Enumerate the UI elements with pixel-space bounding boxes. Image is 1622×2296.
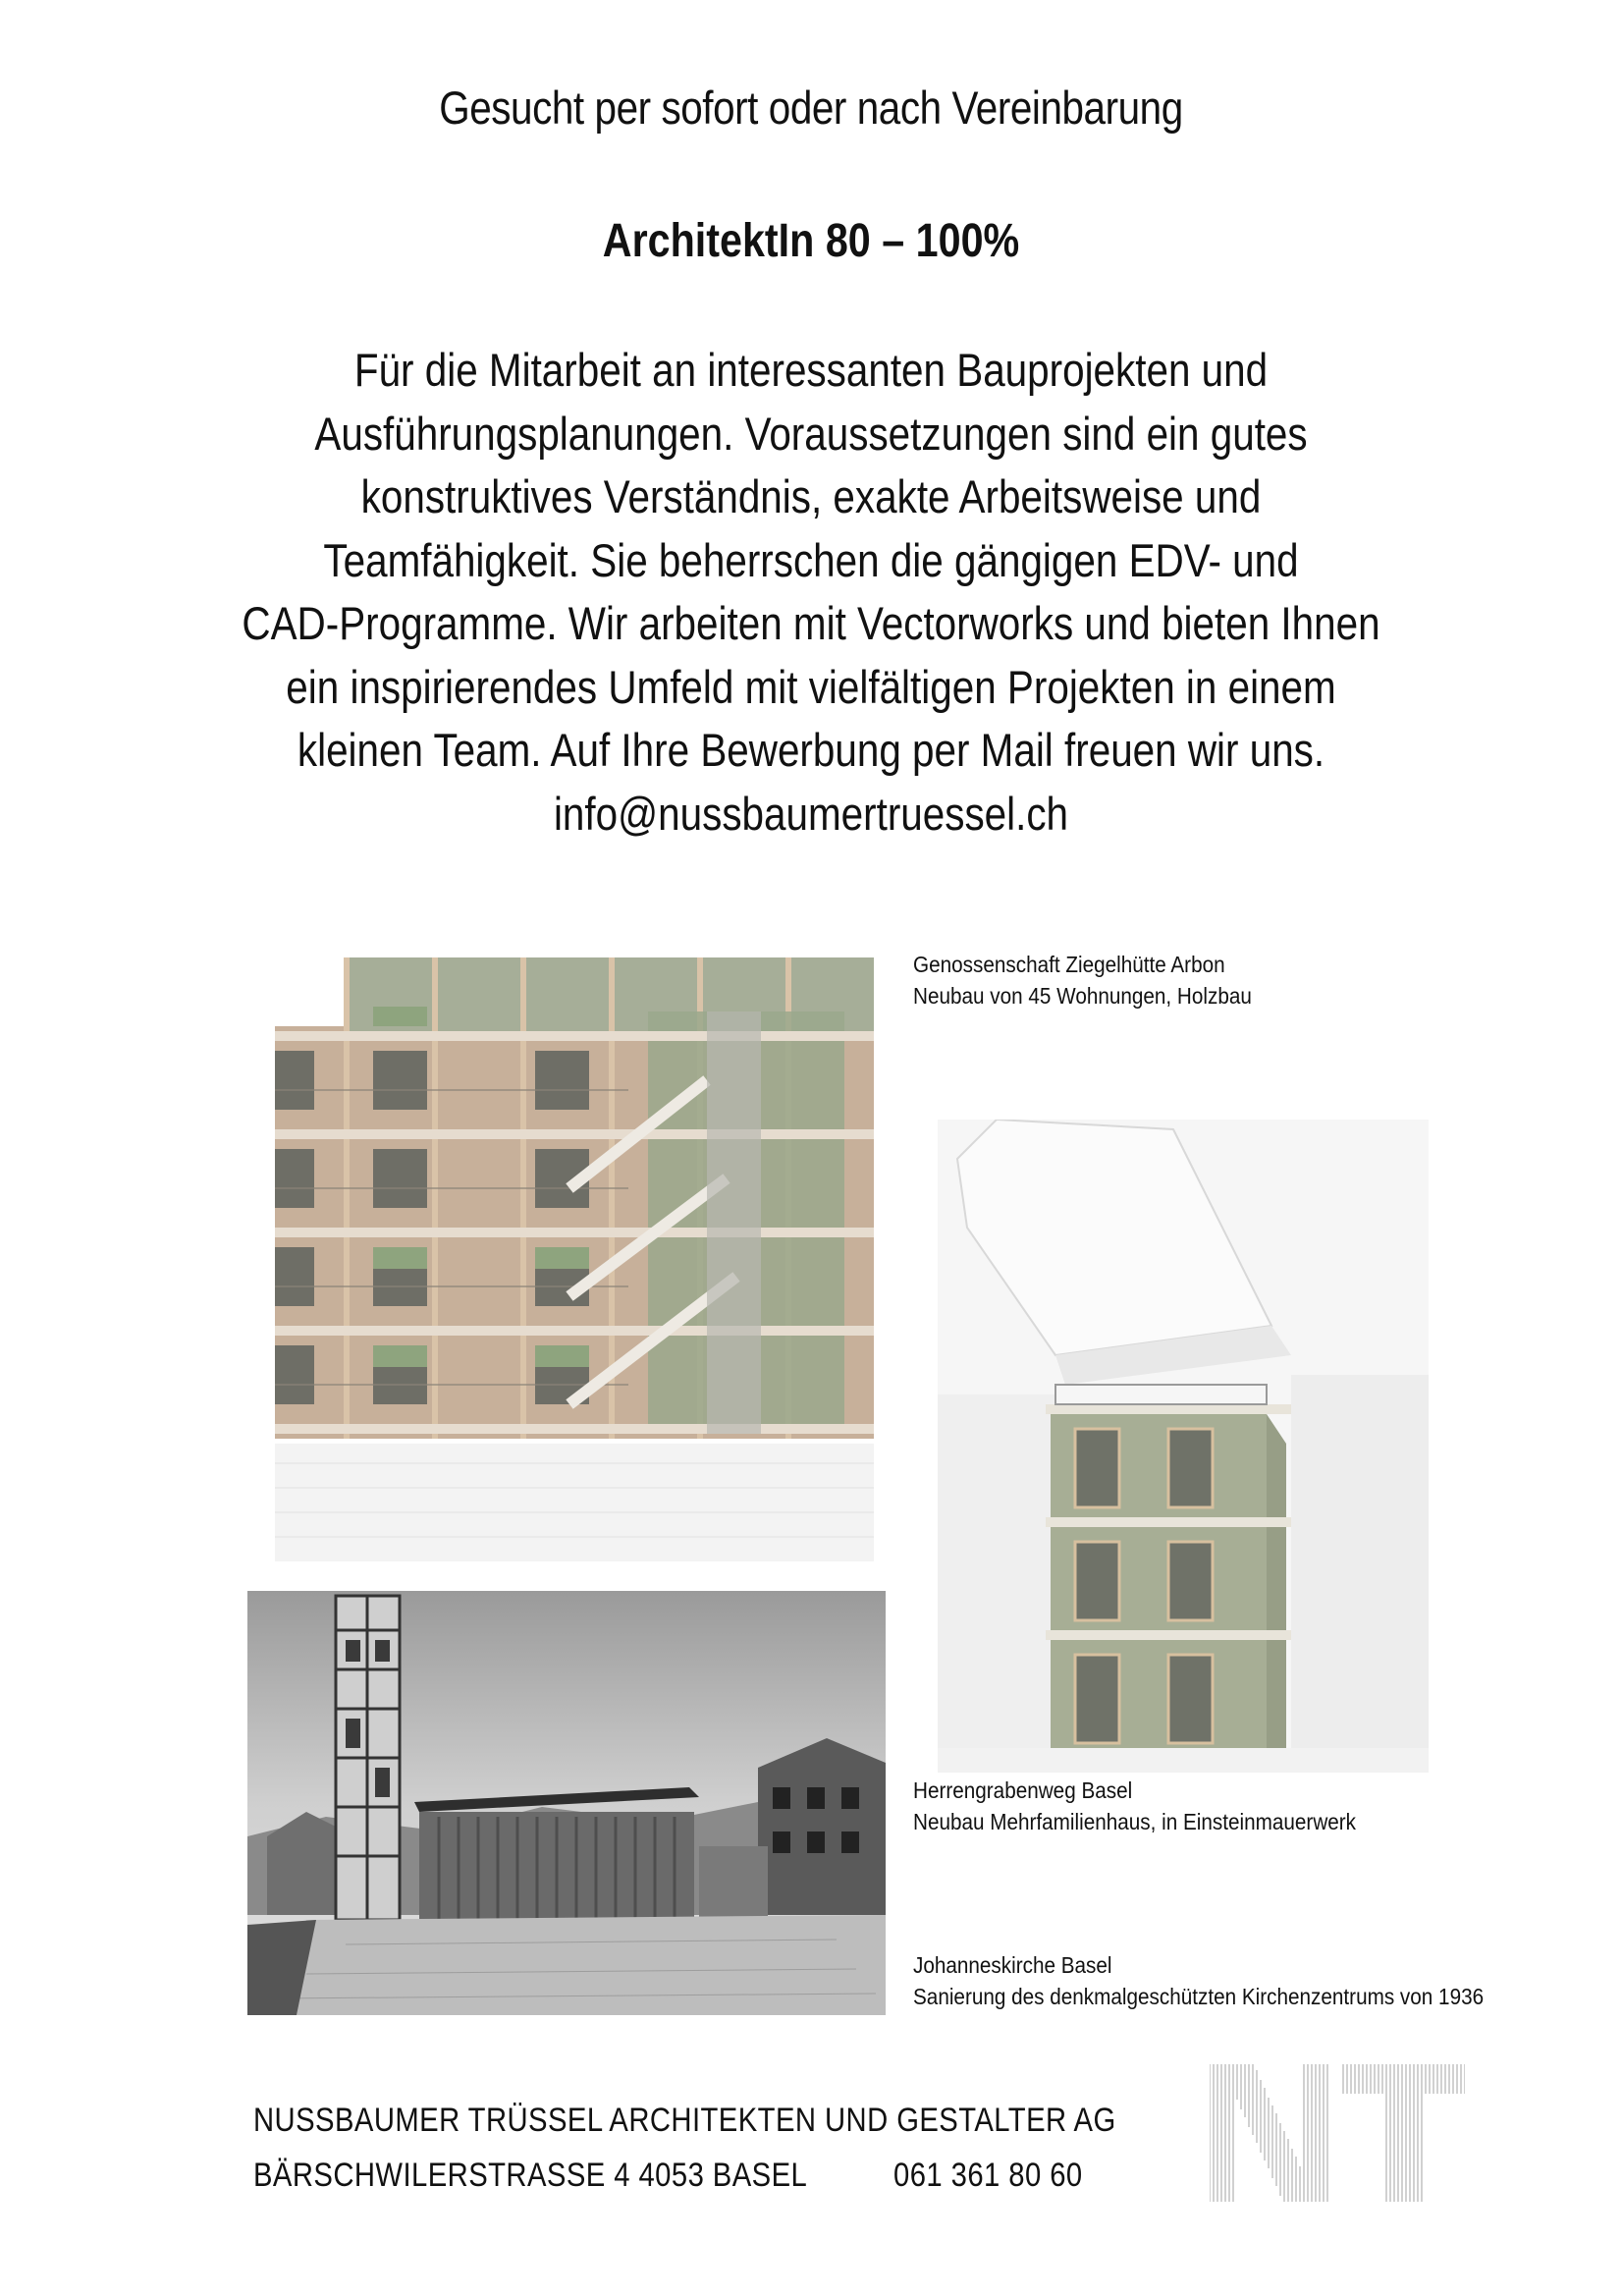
- residential-render-image: [938, 1120, 1429, 1773]
- position-title: ArchitektIn 80 – 100%: [602, 215, 1020, 267]
- facade-drawing-image: [275, 953, 874, 1561]
- caption-ziegelhuette: [913, 949, 1252, 1011]
- caption-subtitle: Neubau von 45 Wohnungen, Holzbau: [913, 983, 1252, 1009]
- contact-email[interactable]: info@nussbaumertruessel.ch: [553, 787, 1069, 840]
- company-name: NUSSBAUMER TRÜSSEL ARCHITEKTEN UND GESTALTER AG: [253, 2102, 1116, 2139]
- description-line: ein inspirierendes Umfeld mit vielfältigen Projekten in einem: [286, 660, 1336, 713]
- caption-subtitle: Neubau Mehrfamilienhaus, in Einsteinmauerwerk: [913, 1809, 1357, 1834]
- description-line: Teamfähigkeit. Sie beherrschen die gängigen EDV- und: [323, 533, 1299, 586]
- church-photo-image: [247, 1591, 886, 2015]
- caption-herrengrabenweg: [913, 1775, 1356, 1837]
- company-address: BÄRSCHWILERSTRASSE 4 4053 BASEL: [253, 2157, 808, 2194]
- caption-johanneskirche: [913, 1949, 1484, 2012]
- description-line: Für die Mitarbeit an interessanten Bauprojekten und: [353, 344, 1269, 396]
- description-line: kleinen Team. Auf Ihre Bewerbung per Mail freuen wir uns.: [297, 724, 1325, 776]
- headline: Gesucht per sofort oder nach Vereinbarung: [439, 82, 1183, 134]
- company-phone[interactable]: 061 361 80 60: [893, 2157, 1083, 2194]
- description-line: CAD-Programme. Wir arbeiten mit Vectorworks und bieten Ihnen: [242, 597, 1380, 649]
- job-description: [114, 339, 1509, 846]
- caption-title: Genossenschaft Ziegelhütte Arbon: [913, 952, 1225, 977]
- company-logo-icon: [1210, 2064, 1465, 2202]
- caption-title: Herrengrabenweg Basel: [913, 1777, 1133, 1803]
- caption-title: Johanneskirche Basel: [913, 1952, 1112, 1978]
- description-line: konstruktives Verständnis, exakte Arbeitsweise und: [360, 470, 1262, 522]
- description-line: Ausführungsplanungen. Voraussetzungen sind ein gutes: [314, 407, 1308, 460]
- caption-subtitle: Sanierung des denkmalgeschützten Kirchenzentrums von 1936: [913, 1984, 1485, 2009]
